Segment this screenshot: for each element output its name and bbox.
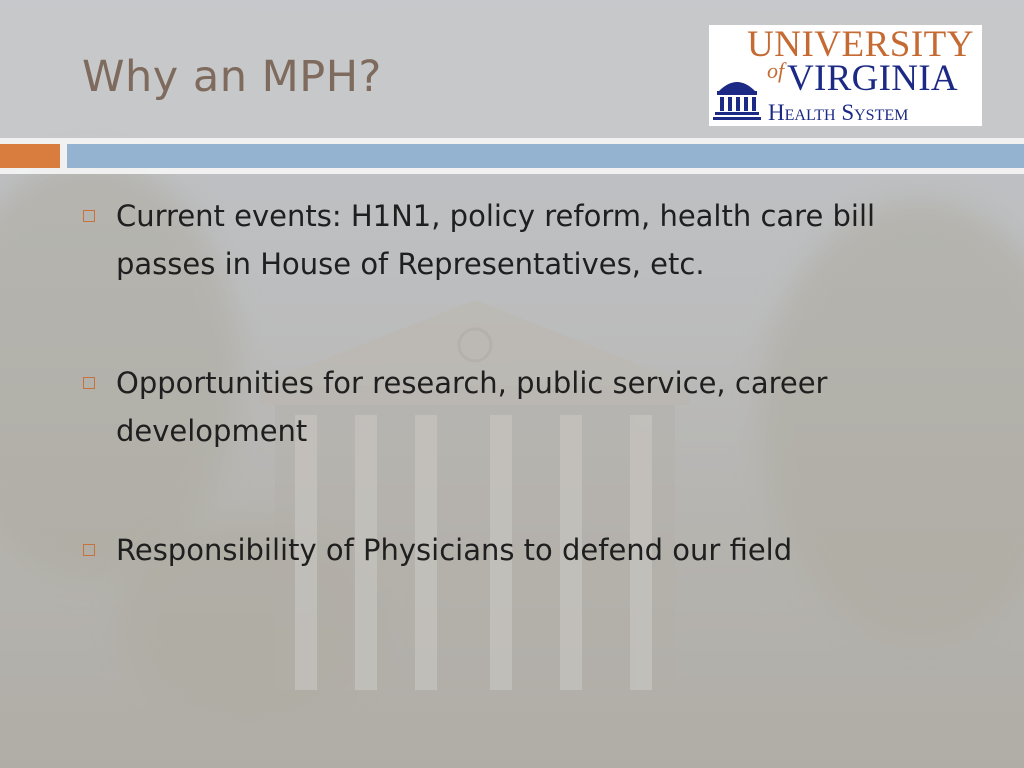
slide-header <box>0 0 1024 138</box>
bullet-text: Responsibility of Physicians to defend our field <box>116 533 793 567</box>
logo-text-health-system: Health System <box>768 100 909 125</box>
bullet-list <box>80 192 940 645</box>
bullet-text: Current events: H1N1, policy reform, health care bill passes in House of Representatives, etc. <box>116 199 876 281</box>
logo-text-of: of <box>767 58 785 83</box>
bullet-square-icon <box>83 210 95 222</box>
slide-title: Why an MPH? <box>82 52 382 102</box>
logo-text-university: UNIVERSITY <box>747 24 974 65</box>
logo-text-virginia: VIRGINIA <box>787 58 958 99</box>
bullet-square-icon <box>83 377 95 389</box>
bullet-square-icon <box>83 544 95 556</box>
bullet-text: Opportunities for research, public service, career development <box>116 366 828 448</box>
accent-bar-orange <box>0 144 60 168</box>
university-logo <box>709 25 982 126</box>
bullet-item <box>80 359 940 455</box>
bullet-item <box>80 526 940 574</box>
rotunda-icon <box>713 71 761 121</box>
accent-bar-blue <box>67 144 1024 168</box>
bullet-item <box>80 192 940 288</box>
